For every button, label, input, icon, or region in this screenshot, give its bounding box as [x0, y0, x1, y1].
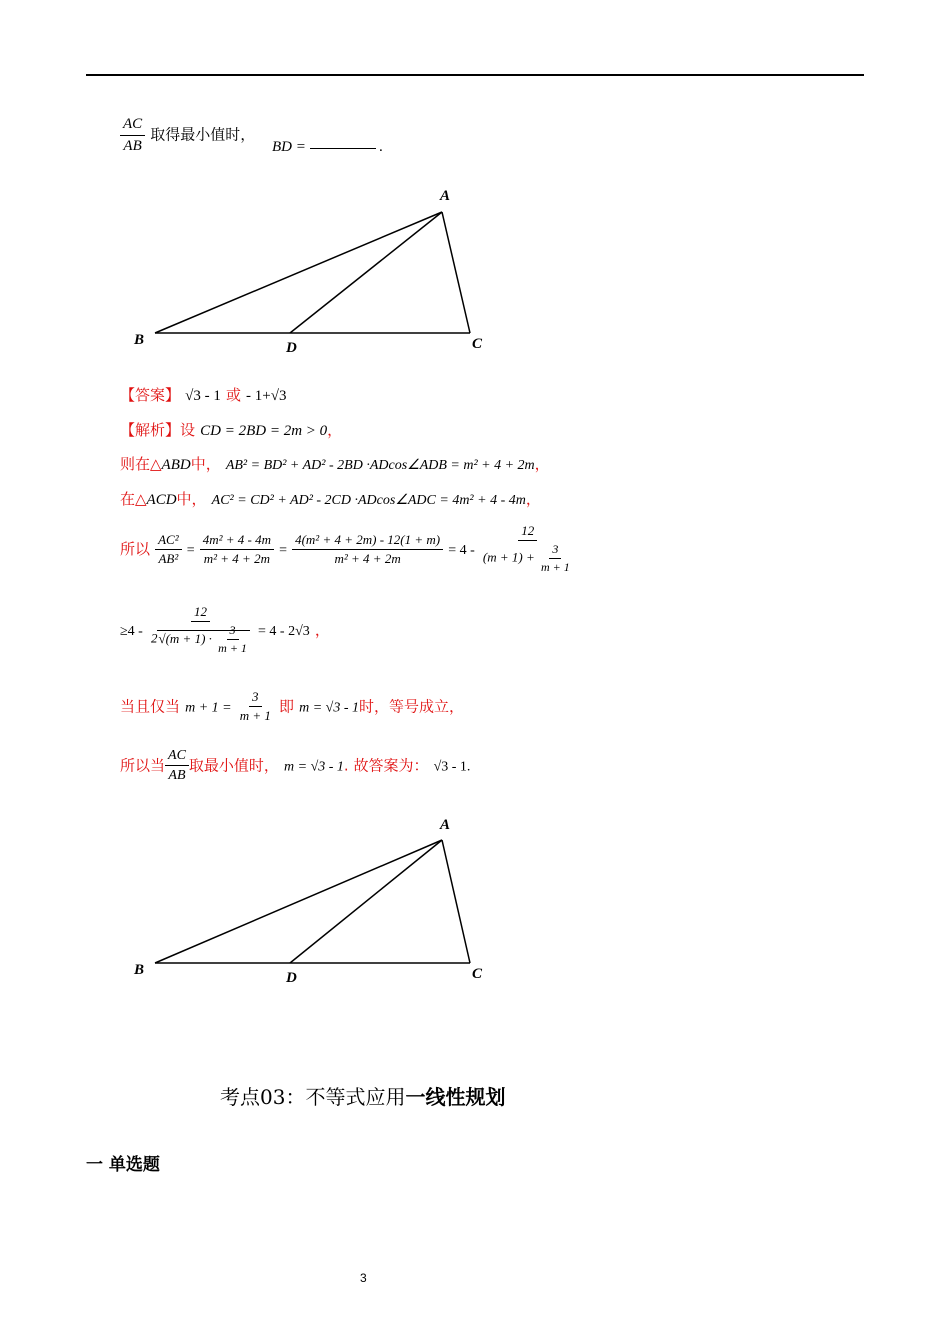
denominator	[148, 622, 253, 655]
heading-plain: 考点03：不等式应用	[220, 1085, 406, 1109]
text: m + 1 =	[185, 700, 232, 716]
analysis-line-2	[120, 453, 550, 474]
problem-statement	[120, 116, 255, 154]
text: . 故答案为：	[343, 756, 429, 775]
text: ，	[327, 421, 343, 439]
numerator: 12	[518, 524, 537, 541]
text: m = √3 - 1	[299, 700, 359, 716]
answer-tag: 【答案】	[120, 386, 181, 404]
fraction	[165, 748, 189, 784]
label-a: A	[440, 188, 451, 204]
text: 则在△	[120, 455, 162, 473]
fraction-ac-ab	[120, 116, 145, 154]
answer-value-1: √3 - 1	[185, 388, 221, 404]
analysis-line-3	[120, 488, 541, 509]
denominator: m² + 4 + 2m	[334, 550, 401, 566]
numerator: 3	[549, 543, 561, 559]
text: ，	[314, 620, 330, 639]
text: 即	[278, 697, 294, 716]
triangle-figure-1	[120, 180, 500, 360]
answer-line	[120, 384, 286, 405]
fraction-denominator: AB	[123, 137, 142, 154]
label-c: C	[472, 336, 483, 352]
numerator: 3	[249, 690, 262, 707]
denominator: m + 1	[218, 641, 247, 656]
triangle-name: ACD	[146, 492, 177, 508]
section-title: 一 单选题	[86, 1155, 160, 1175]
text: = 4 -	[448, 542, 475, 558]
side-ab	[155, 212, 442, 333]
denominator: m + 1	[540, 560, 570, 575]
fraction	[155, 533, 182, 567]
label-a: A	[440, 817, 451, 833]
text: .	[466, 759, 471, 775]
text: m = √3 - 1	[284, 759, 344, 775]
fraction	[237, 690, 274, 724]
math-ab-squared: AB² = BD² + AD² - 2BD ·ADcos∠ADB = m² + 4 + 2m	[225, 458, 535, 473]
text: ≥4 -	[120, 623, 143, 639]
text: 在△	[120, 490, 147, 508]
text: 中，	[176, 490, 207, 508]
denominator: AB²	[158, 550, 179, 566]
numerator: 3	[227, 624, 239, 640]
text: 所以	[120, 539, 151, 558]
label-c: C	[472, 966, 483, 982]
analysis-line-1	[120, 419, 342, 440]
header-rule	[86, 74, 864, 76]
fraction	[292, 533, 443, 567]
equals: =	[279, 542, 287, 558]
math-cd: CD = 2BD = 2m > 0	[200, 423, 328, 439]
denominator: m² + 4 + 2m	[203, 550, 270, 566]
numerator: 4(m² + 4 + 2m) - 12(1 + m)	[292, 533, 443, 550]
sqrt: √(m + 1) · $\frac{3}{m + 1}$	[157, 630, 249, 646]
triangle-figure-2	[120, 810, 500, 990]
side-ab	[155, 840, 442, 963]
text: 取最小值时，	[188, 756, 279, 775]
text: 所以当	[120, 756, 166, 775]
text: ，	[534, 455, 550, 473]
topic-heading	[220, 1081, 505, 1110]
numerator: 4m² + 4 - 4m	[200, 533, 274, 550]
segment-ad	[290, 212, 442, 333]
fraction-numerator: AC	[120, 116, 145, 136]
numerator: AC	[165, 748, 189, 766]
text: 2	[150, 630, 158, 646]
text: 当且仅当	[120, 697, 181, 716]
page-number: 3	[360, 1271, 367, 1285]
analysis-line-5	[120, 605, 330, 656]
fraction	[480, 524, 576, 575]
text: ，	[525, 490, 541, 508]
answer-blank-line	[310, 148, 376, 149]
text: 时，等号成立，	[359, 697, 465, 716]
answer-or: 或	[225, 386, 241, 404]
fraction	[538, 543, 573, 574]
side-ac	[442, 212, 470, 333]
analysis-line-6	[120, 690, 464, 724]
denominator	[480, 541, 576, 574]
bd-label: BD =	[272, 139, 306, 155]
side-ac	[442, 840, 470, 963]
heading-bold: 一线性规划	[405, 1085, 506, 1109]
label-d: D	[286, 340, 297, 356]
period: .	[379, 139, 384, 155]
bd-blank	[272, 139, 383, 156]
denominator: AB	[168, 768, 186, 784]
numerator: AC²	[155, 533, 182, 550]
fraction	[215, 624, 250, 655]
text: 中，	[190, 455, 221, 473]
text: (m + 1) +	[482, 549, 535, 565]
denominator: m + 1	[239, 708, 271, 724]
numerator: 12	[191, 605, 210, 622]
math-ac-squared: AC² = CD² + AD² - 2CD ·ADcos∠ADC = 4m² + 4 - 4m	[211, 493, 526, 508]
fraction	[200, 533, 274, 567]
analysis-line-4	[120, 524, 576, 575]
fraction	[148, 605, 253, 656]
text: = 4 - 2√3	[258, 623, 310, 639]
text: (m + 1) ·	[165, 630, 212, 646]
label-b: B	[134, 962, 145, 978]
problem-text: 取得最小值时，	[150, 125, 256, 144]
analysis-line-7	[120, 748, 470, 784]
triangle-name: ABD	[161, 457, 191, 473]
analysis-tag: 【解析】	[120, 421, 181, 439]
equals: =	[186, 542, 195, 558]
label-b: B	[134, 332, 145, 348]
segment-ad	[290, 840, 442, 963]
answer-value-2: - 1+√3	[246, 388, 287, 404]
label-d: D	[286, 970, 297, 986]
text: √3 - 1	[433, 759, 467, 775]
text: 设	[180, 421, 196, 439]
